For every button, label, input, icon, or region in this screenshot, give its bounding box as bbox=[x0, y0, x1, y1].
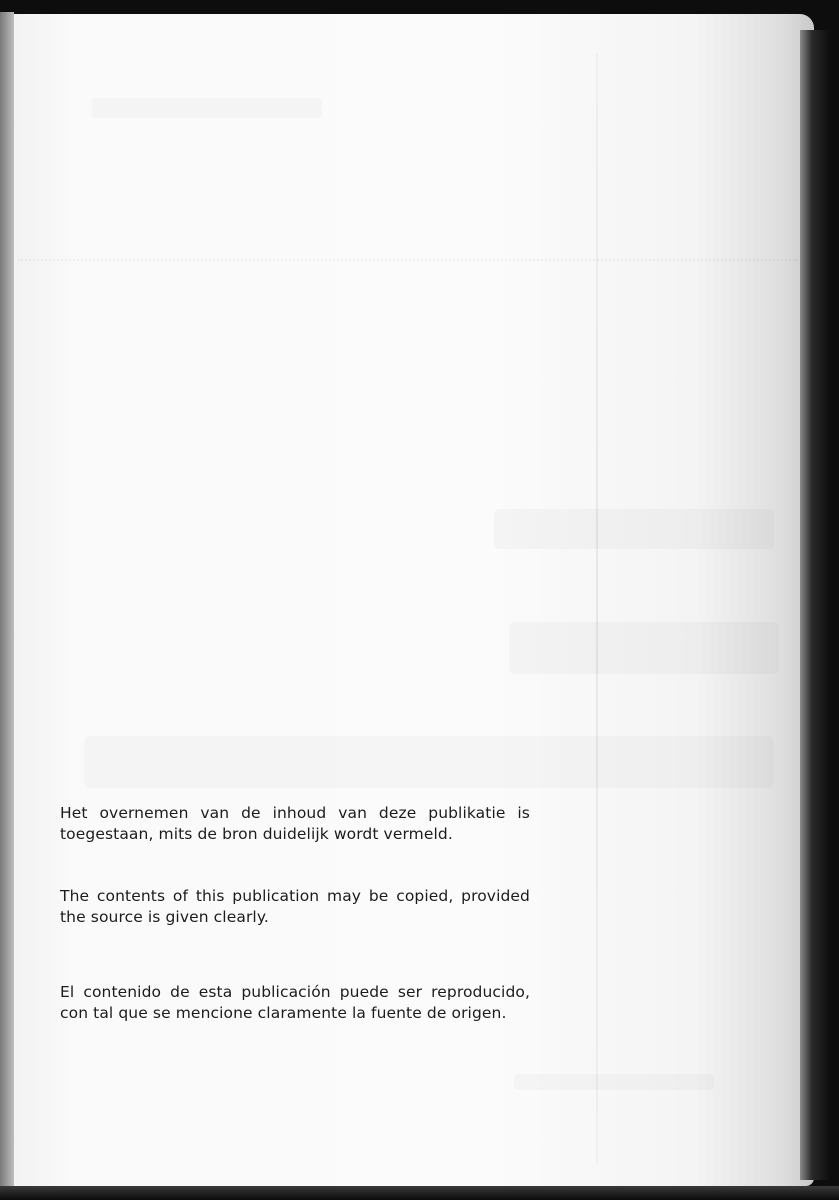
bleed-through-heading-shape bbox=[494, 509, 774, 549]
page-fold-line bbox=[596, 54, 598, 1164]
notice-spanish-text: El contenido de esta publicación puede ser reproducido, con tal que se mencione claramente la fuente de origen. bbox=[60, 983, 530, 1022]
notice-english-text: The contents of this publication may be copied, provided the source is given clearly. bbox=[60, 887, 530, 926]
book-spine-edge bbox=[0, 12, 14, 1188]
notice-spanish bbox=[60, 982, 530, 1024]
bleed-through-line-shape bbox=[92, 98, 322, 118]
notice-dutch bbox=[60, 803, 530, 845]
notice-dutch-text: Het overnemen van de inhoud van deze publikatie is toegestaan, mits de bron duidelijk wordt vermeld. bbox=[60, 804, 530, 843]
bleed-through-heading-shape bbox=[509, 622, 779, 674]
page-bottom-shadow bbox=[0, 1186, 839, 1200]
document-page bbox=[14, 14, 814, 1186]
notice-english bbox=[60, 886, 530, 928]
bleed-through-line-shape bbox=[514, 1074, 714, 1090]
page-right-shadow bbox=[800, 30, 830, 1180]
faint-show-through-rule bbox=[18, 259, 798, 261]
bleed-through-heading-shape bbox=[84, 736, 774, 788]
